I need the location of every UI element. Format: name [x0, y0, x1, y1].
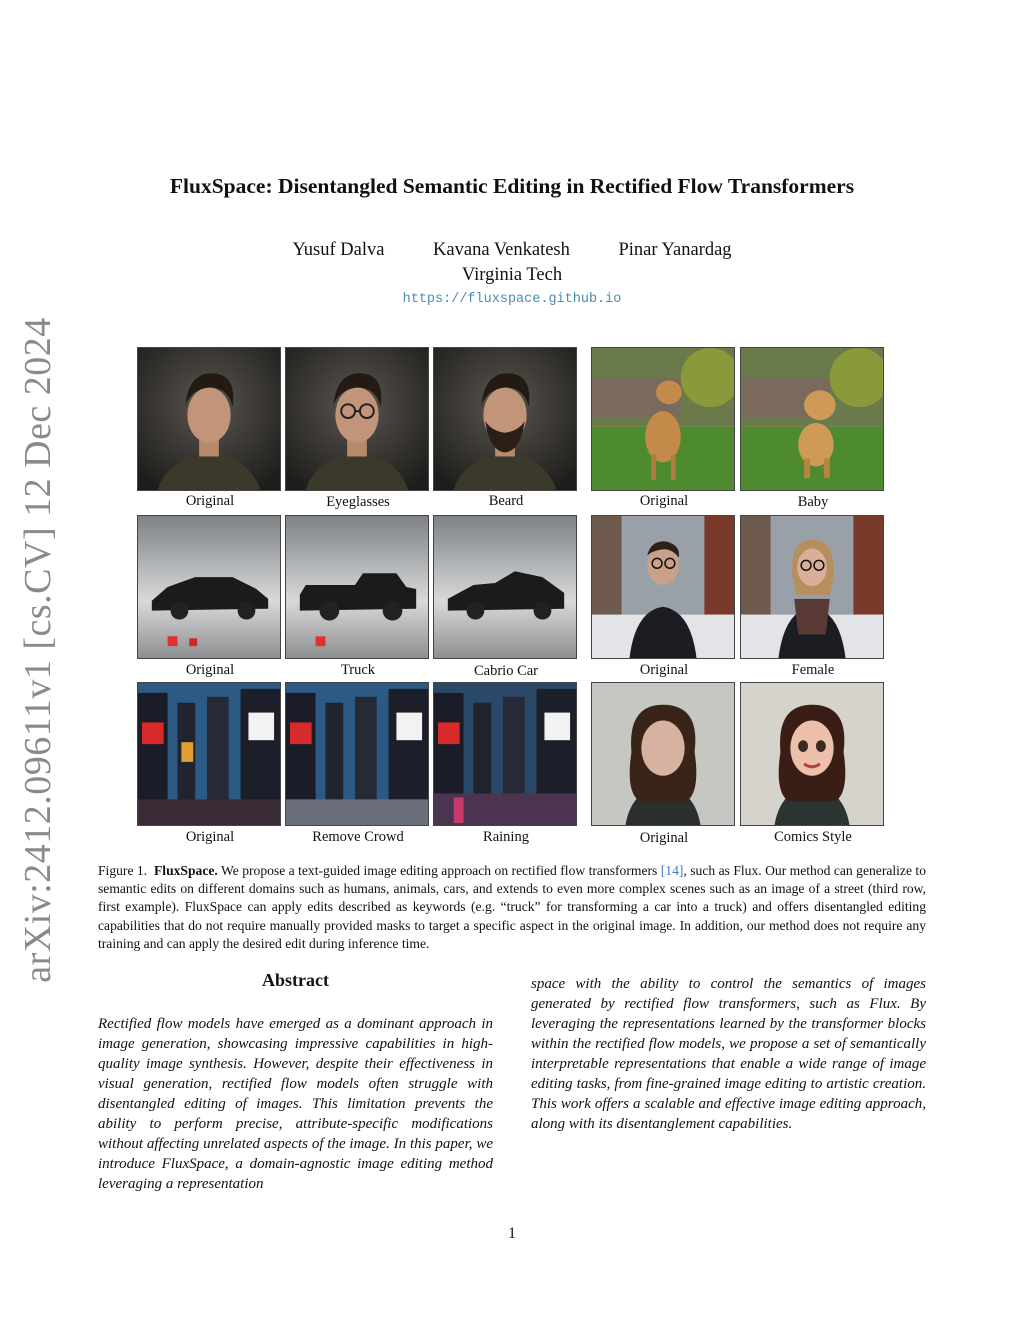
- street-remove-crowd-image: [285, 682, 429, 826]
- author-name: Kavana Venkatesh: [433, 240, 570, 260]
- affiliation: Virginia Tech: [461, 265, 563, 285]
- figure-caption: [98, 862, 926, 953]
- caption-cabrio-car: Cabrio Car: [473, 663, 539, 679]
- woman-comics-style-image: [740, 682, 884, 826]
- abstract-text-left: Rectified flow models have emerged as a dominant approach in image generation, showcasing impressive capabilities in high-quality image synthesis. However, despite their effectiveness in visual generation, rectified flow models often struggle with disentangled editing of images. This limitation prevents the ability to perform precise, attribute-specific modifications without affecting unrelated aspects of the image. In this paper, we introduce FluxSpace, a domain-agnostic image editing method leveraging a representation: [98, 1016, 493, 1192]
- caption-comics-style: Comics Style: [774, 829, 852, 845]
- author-name: Yusuf Dalva: [292, 240, 385, 260]
- street-original-image: [137, 682, 281, 826]
- car-cabrio-image: [433, 515, 577, 659]
- caption-original: Original: [185, 829, 235, 845]
- caption-original: Original: [185, 493, 235, 509]
- street-raining-image: [433, 682, 577, 826]
- caption-raining: Raining: [483, 829, 529, 845]
- figure-caption-text: , such as Flux. Our method can generalize to semantic edits on different domains such as humans, animals, cars, and extends to even more complex scenes such as an image of a street (third row, first example). FluxSpace can apply edits described as keywords (e.g. “truck” for transforming a car into a truck) and offers disentangled editing capabilities that do not require manually provided masks to target a specific aspect in the original image. In addition, our method does not require any training and can apply the desired edit during inference time.: [98, 863, 926, 951]
- car-original-image: [137, 515, 281, 659]
- abstract-text-right: space with the ability to control the semantics of images generated by rectified flow transformers, such as Flux. By leveraging the representations learned by the transformer blocks within the rectified flow models, we propose a set of semantically interpretable representations that enable a wide range of image editing tasks, from fine-grained image editing to artistic creation. This work offers a scalable and effective image editing approach, along with its disentanglement capabilities.: [531, 976, 926, 1132]
- page-number: 1: [508, 1225, 516, 1242]
- abstract-heading: Abstract: [262, 970, 329, 990]
- dog-baby-image: [740, 347, 884, 491]
- author-list: [0, 240, 1024, 261]
- paper-title: FluxSpace: Disentangled Semantic Editing in Rectified Flow Transformers: [169, 174, 855, 198]
- car-truck-image: [285, 515, 429, 659]
- caption-original: Original: [639, 662, 689, 678]
- figure-caption-text: We propose a text-guided image editing approach on rectified flow transformers: [217, 863, 661, 878]
- caption-truck: Truck: [340, 662, 376, 678]
- man-beard-image: [433, 347, 577, 491]
- person-original-image: [591, 515, 735, 659]
- project-url-link[interactable]: https://fluxspace.github.io: [402, 292, 622, 307]
- caption-original: Original: [639, 830, 689, 846]
- person-female-image: [740, 515, 884, 659]
- woman-original-image: [591, 682, 735, 826]
- caption-eyeglasses: Eyeglasses: [326, 494, 390, 510]
- arxiv-stamp: arXiv:2412.09611v1 [cs.CV] 12 Dec 2024: [17, 317, 59, 983]
- man-eyeglasses-image: [285, 347, 429, 491]
- dog-original-image: [591, 347, 735, 491]
- caption-baby: Baby: [797, 494, 829, 510]
- caption-beard: Beard: [488, 493, 524, 509]
- figure-caption-bold: FluxSpace.: [153, 863, 218, 878]
- caption-original: Original: [639, 493, 689, 509]
- author-name: Pinar Yanardag: [618, 240, 732, 260]
- figure-label: Figure 1.: [98, 863, 148, 878]
- man-original-image: [137, 347, 281, 491]
- caption-original: Original: [185, 662, 235, 678]
- caption-remove-crowd: Remove Crowd: [312, 829, 404, 845]
- caption-female: Female: [791, 662, 835, 678]
- citation-link[interactable]: [14]: [660, 863, 684, 878]
